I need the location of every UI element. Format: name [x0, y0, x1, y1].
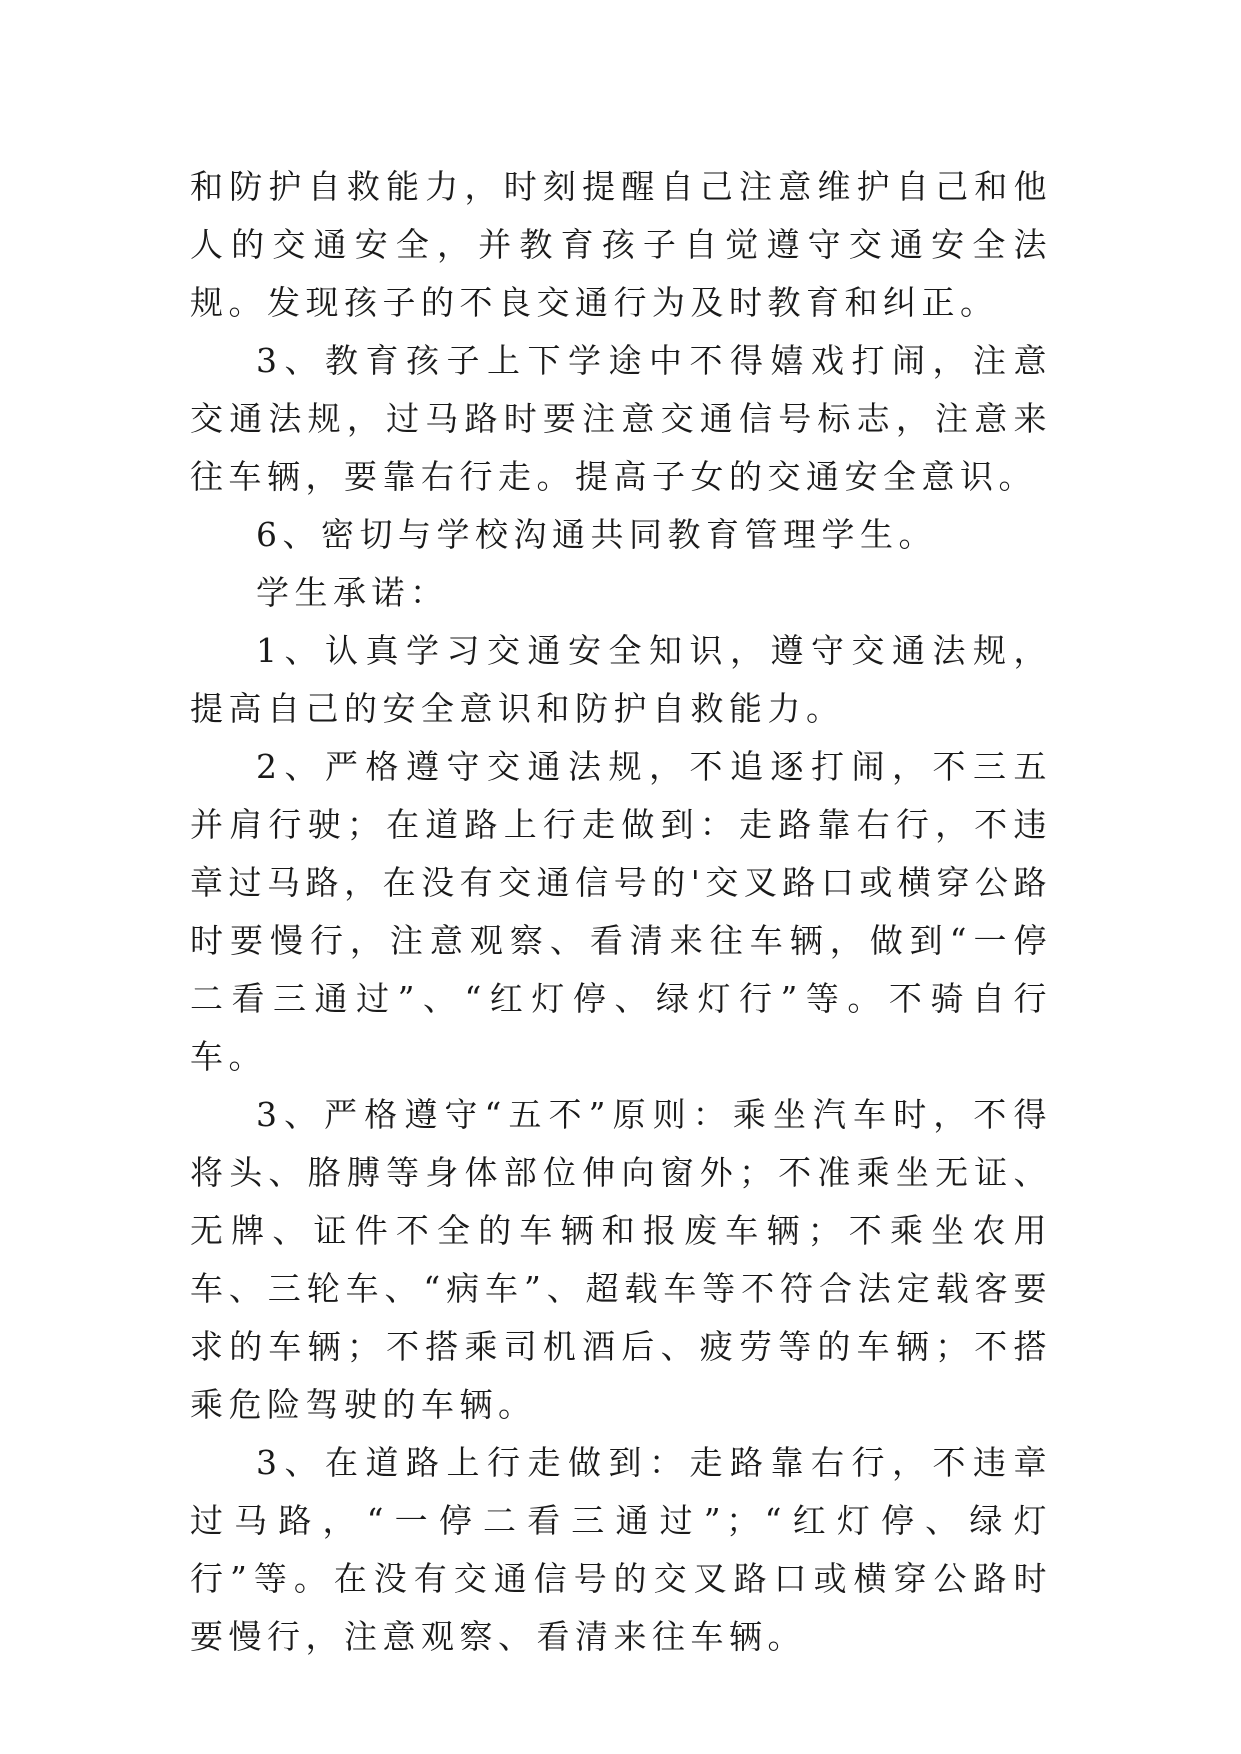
paragraph-student-item-2: 2、严格遵守交通法规，不追逐打闹，不三五并肩行驶；在道路上行走做到：走路靠右行，不违章过马路，在没有交通信号的'交叉路口或横穿公路时要慢行，注意观察、看清来往车辆，做到“一停二看三通过”、“红灯停、绿灯行”等。不骑自行车。 — [190, 747, 1052, 1076]
paragraph-student-item-1: 1、认真学习交通安全知识，遵守交通法规，提高自己的安全意识和防护自救能力。 — [190, 631, 1052, 728]
paragraph-continuation: 和防护自救能力，时刻提醒自己注意维护自己和他人的交通安全，并教育孩子自觉遵守交通安全法规。发现孩子的不良交通行为及时教育和纠正。 — [190, 167, 1052, 322]
document-body — [190, 158, 1052, 1666]
paragraph-student-item-3b: 3、在道路上行走做到：走路靠右行，不违章过马路，“一停二看三通过”；“红灯停、绿灯行”等。在没有交通信号的交叉路口或横穿公路时要慢行，注意观察、看清来往车辆。 — [190, 1443, 1052, 1656]
paragraph-student-item-3a: 3、严格遵守“五不”原则：乘坐汽车时，不得将头、胳膊等身体部位伸向窗外；不准乘坐无证、无牌、证件不全的车辆和报废车辆；不乘坐农用车、三轮车、“病车”、超载车等不符合法定载客要求的车辆；不搭乘司机酒后、疲劳等的车辆；不搭乘危险驾驶的车辆。 — [190, 1095, 1052, 1424]
section-heading-student-pledge: 学生承诺： — [256, 573, 449, 612]
paragraph-parent-item-6: 6、密切与学校沟通共同教育管理学生。 — [256, 515, 937, 554]
paragraph-parent-item-3: 3、教育孩子上下学途中不得嬉戏打闹，注意交通法规，过马路时要注意交通信号标志，注意来往车辆，要靠右行走。提高子女的交通安全意识。 — [190, 341, 1052, 496]
